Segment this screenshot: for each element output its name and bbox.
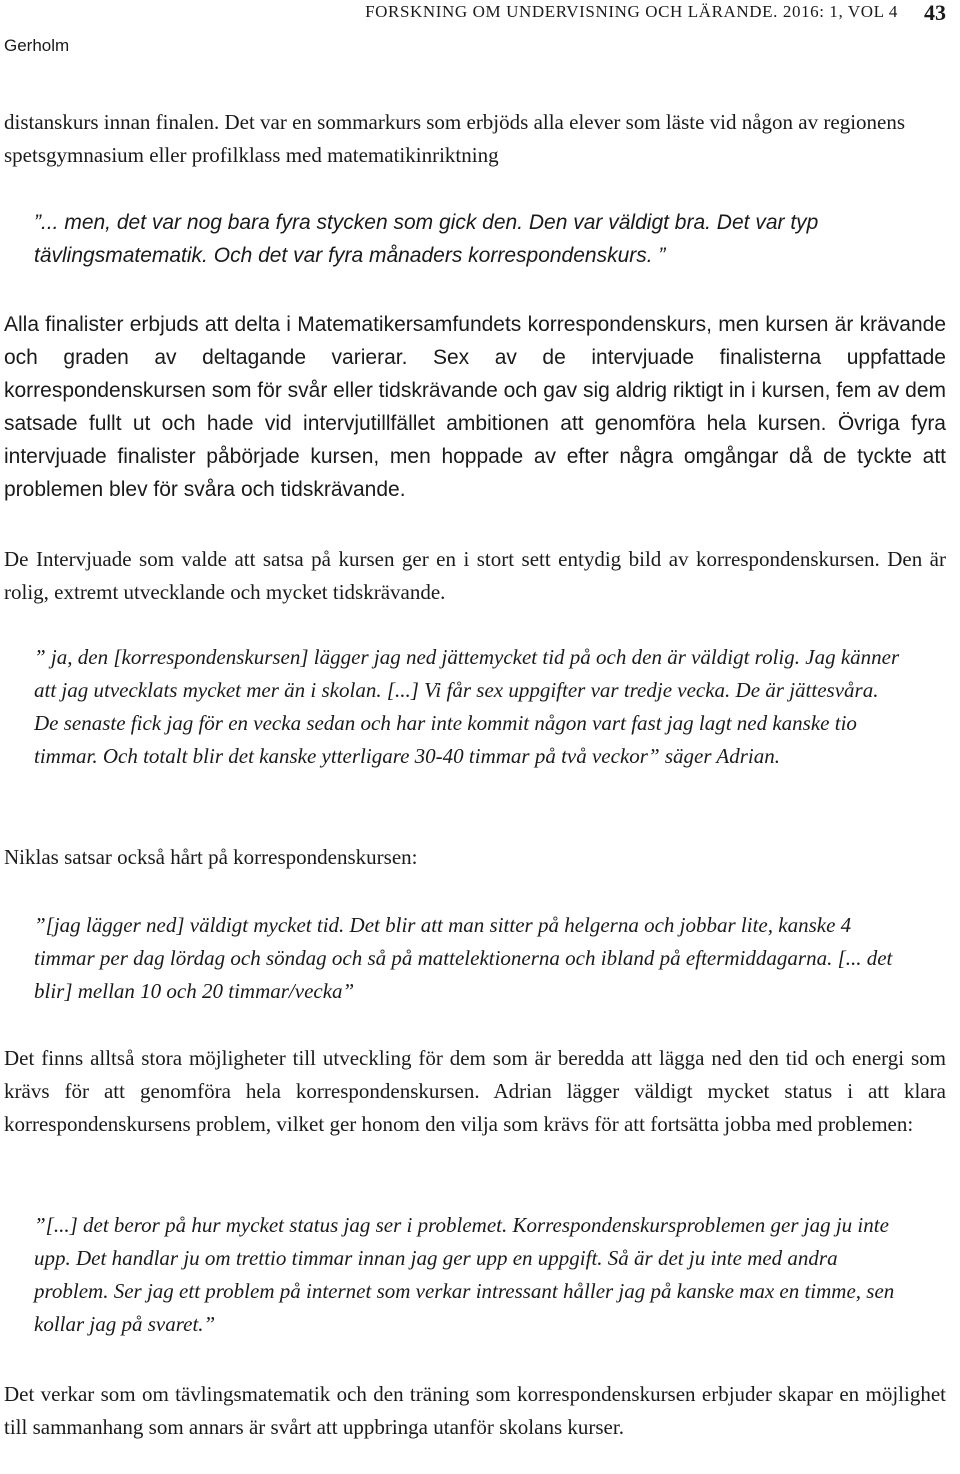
quote-1: ”... men, det var nog bara fyra stycken som gick den. Den var väldigt bra. Det var typ tävlingsmatematik. Och det var fyra månaders korrespondenskurs. ”	[34, 211, 819, 267]
paragraph-4: Niklas satsar också hårt på korrespondenskursen:	[4, 845, 418, 869]
running-header-journal: FORSKNING OM UNDERVISNING OCH LÄRANDE. 2016: 1, VOL 4	[365, 2, 898, 21]
paragraph-5: Det finns alltså stora möjligheter till utveckling för dem som är beredda att lägga ned den tid och energi som krävs för att genomföra hela korrespondenskursen. Adrian lägger väldigt mycket status i att klara korrespondenskursens problem, vilket ger honom den vilja som krävs för att fortsätta jobba med problemen:	[4, 1046, 946, 1136]
page-number: 43	[924, 0, 946, 25]
paragraph-2: Alla finalister erbjuds att delta i Matematikersamfundets korrespondenskurs, men kursen är krävande och graden av deltagande varierar. Sex av de intervjuade finalisterna uppfattade korrespondenskursen som för svår eller tidskrävande och gav sig aldrig riktigt in i kursen, fem av dem satsade fullt ut och hade vid intervjutillfället ambitionen att genomföra hela kursen. Övriga fyra intervjuade finalister påbörjade kursen, men hoppade av efter några omgångar då de tyckte att problemen blev för svåra och tidskrävande.	[4, 313, 946, 501]
paragraph-1: distanskurs innan finalen. Det var en sommarkurs som erbjöds alla elever som läste vid någon av regionens spetsgymnasium eller profilklass med matematikinriktning	[4, 110, 906, 167]
paragraph-3: De Intervjuade som valde att satsa på kursen ger en i stort sett entydig bild av korrespondenskursen. Den är rolig, extremt utvecklande och mycket tidskrävande.	[4, 547, 946, 604]
paragraph-6: Det verkar som om tävlingsmatematik och den träning som korrespondenskursen erbjuder skapar en möjlighet till sammanhang som annars är svårt att uppbringa utanför skolans kurser.	[4, 1382, 946, 1439]
quote-4: ”[...] det beror på hur mycket status jag ser i problemet. Korrespondenskursproblemen ger jag ju inte upp. Det handlar ju om trettio timmar innan jag ger upp en uppgift. Så är det ju inte med andra problem. Ser jag ett problem på internet som verkar intressant håller jag på kanske max en timme, sen kollar jag på svaret.”	[34, 1213, 895, 1336]
quote-3: ”[jag lägger ned] väldigt mycket tid. Det blir att man sitter på helgerna och jobbar lite, kanske 4 timmar per dag lördag och söndag och så på mattelektionerna och ibland på eftermiddagarna. [... det blir] mellan 10 och 20 timmar/vecka”	[34, 913, 893, 1003]
quote-2: ” ja, den [korrespondenskursen] lägger jag ned jättemycket tid på och den är väldigt rolig. Jag känner att jag utvecklats mycket mer än i skolan. [...] Vi får sex uppgifter var tredje vecka. De är jättesvåra. De senaste fick jag för en vecka sedan och har inte kommit någon vart fast jag lagt ned kanske tio timmar. Och totalt blir det kanske ytterligare 30-40 timmar på två veckor” säger Adrian.	[34, 645, 900, 768]
running-header-author: Gerholm	[4, 36, 70, 55]
